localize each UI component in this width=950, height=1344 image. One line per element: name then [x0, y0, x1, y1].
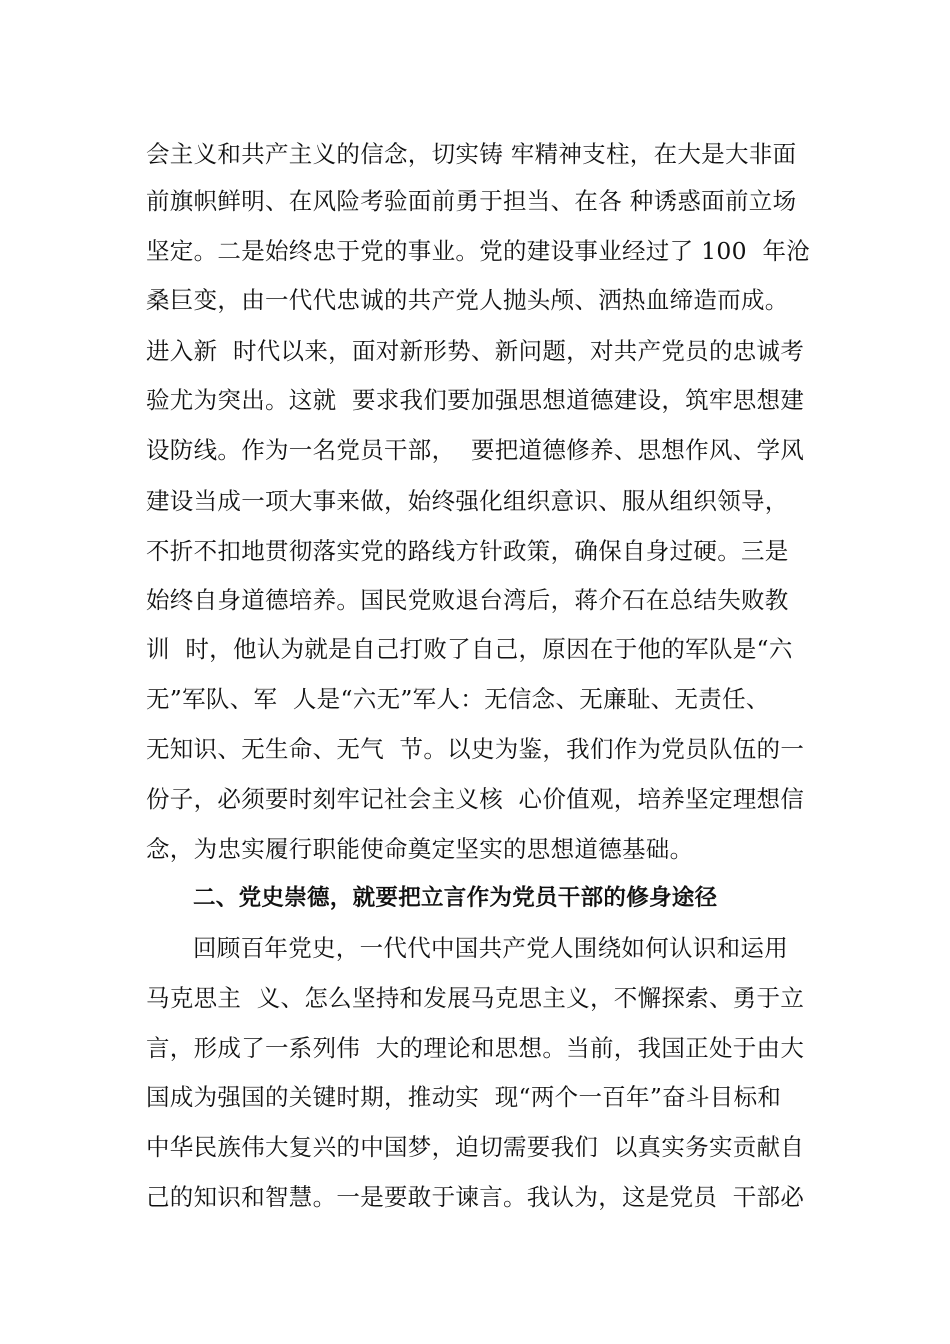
text-line: 己的知识和智慧。一是要敢于谏言。我认为，这是党员 干部必 [146, 1183, 805, 1211]
text-line: 回顾百年党史，一代代中国共产党人围绕如何认识和运用 [193, 934, 788, 962]
text-line: 会主义和共产主义的信念，切实铸 牢精神支柱，在大是大非面 [146, 140, 797, 168]
text-line: 前旗帜鲜明、在风险考验面前勇于担当、在各 种诱惑面前立场 [146, 187, 797, 215]
text-line: 不折不扣地贯彻落实党的路线方针政策，确保自身过硬。三是 [146, 537, 789, 565]
text-line: 中华民族伟大复兴的中国梦，迫切需要我们 以真实务实贡献自 [146, 1133, 805, 1161]
text-line: 国成为强国的关键时期，推动实 现“两个一百年”奋斗目标和 [146, 1083, 782, 1111]
text-line: 份子，必须要时刻牢记社会主义核 心价值观，培养坚定理想信 [146, 785, 805, 813]
text-line: 验尤为突出。这就 要求我们要加强思想道德建设，筑牢思想建 [146, 386, 805, 414]
text-line: 马克思主 义、怎么坚持和发展马克思主义，不懈探索、勇于立 [146, 984, 805, 1012]
text-line: 坚定。二是始终忠于党的事业。党的建设事业经过了 100 年沧 [146, 237, 811, 265]
text-line: 建设当成一项大事来做，始终强化组织意识、服从组织领导， [146, 487, 789, 515]
text-line: 设防线。作为一名党员干部， 要把道德修养、思想作风、学风 [146, 436, 805, 464]
text-line: 念，为忠实履行职能使命奠定坚实的思想道德基础。 [146, 835, 694, 863]
text-line: 始终自身道德培养。国民党败退台湾后，蒋介石在总结失败教 [146, 586, 789, 614]
text-line: 训 时，他认为就是自己打败了自己，原因在于他的军队是“六 [146, 635, 793, 663]
text-line: 进入新 时代以来，面对新形势、新问题，对共产党员的忠诚考 [146, 337, 805, 365]
text-line: 无知识、无生命、无气 节。以史为鉴，我们作为党员队伍的一 [146, 735, 805, 763]
text-line: 桑巨变，由一代代忠诚的共产党人抛头颅、洒热血缔造而成。 [146, 286, 789, 314]
text-line: 无”军队、军 人是“六无”军人：无信念、无廉耻、无责任、 [146, 685, 770, 713]
text-line: 言，形成了一系列伟 大的理论和思想。当前，我国正处于由大 [146, 1034, 805, 1062]
section-heading: 二、党史崇德，就要把立言作为党员干部的修身途径 [193, 885, 718, 911]
